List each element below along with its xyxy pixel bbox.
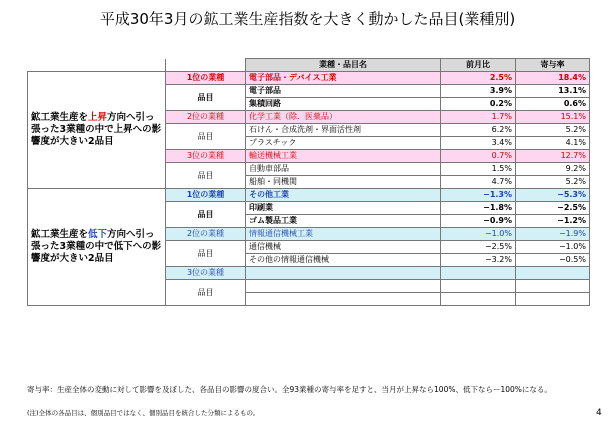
table-row: 2位の業種 情報通信機械工業 −1.0% −1.9% xyxy=(28,228,590,241)
footnote-note: (注)全体の各品目は、個別品目ではなく、個別品目を統合した分類によるもの。 xyxy=(27,409,260,417)
table-row: 品目 石けん・合成洗剤・界面活性剤 6.2% 5.2% xyxy=(28,124,590,137)
table-row: 品目 自動車部品 1.5% 9.2% xyxy=(28,163,590,176)
table-row: ゴム製品工業 −0.9% −1.2% xyxy=(28,215,590,228)
table-row: 品目 印刷業 −1.8% −2.5% xyxy=(28,202,590,215)
table-row: 2位の業種 化学工業（除．医薬品） 1.7% 15.1% xyxy=(28,111,590,124)
header-name: 業種・品目名 xyxy=(246,59,441,72)
table-row: プラスチック 3.4% 4.1% xyxy=(28,137,590,150)
header-mom: 前月比 xyxy=(441,59,516,72)
table-row: 3位の業種 xyxy=(28,267,590,280)
table-row: 鉱工業生産を低下方向へ引っ張った3業種の中で低下への影響度が大きい2品目 1位の業種 その他工業 −1.3% −5.3% xyxy=(28,189,590,202)
table-row: 品目 通信機械 −2.5% −1.0% xyxy=(28,241,590,254)
table-row: 3位の業種 輸送機械工業 0.7% 12.7% xyxy=(28,150,590,163)
header-contrib: 寄与率 xyxy=(516,59,590,72)
page-number: 4 xyxy=(596,408,602,418)
table-row: 品目 xyxy=(28,280,590,293)
table-row: その他の情報通信機械 −3.2% −0.5% xyxy=(28,254,590,267)
table-row: 鉱工業生産を上昇方向へ引っ張った3業種の中で上昇への影響度が大きい2品目 1位の業種 電子部品・デバイス工業 2.5% 18.4% xyxy=(28,72,590,85)
production-table xyxy=(27,58,590,306)
page-title: 平成30年3月の鉱工業生産指数を大きく動かした品目(業種別) xyxy=(99,10,516,28)
table-row: 集積回路 0.2% 0.6% xyxy=(28,98,590,111)
table-row: 船舶・同機関 4.7% 5.2% xyxy=(28,176,590,189)
header-row xyxy=(28,59,590,72)
table-row: 品目 電子部品 3.9% 13.1% xyxy=(28,85,590,98)
down-label: 鉱工業生産を低下方向へ引っ張った3業種の中で低下への影響度が大きい2品目 xyxy=(28,189,166,306)
up-label: 鉱工業生産を上昇方向へ引っ張った3業種の中で上昇への影響度が大きい2品目 xyxy=(28,72,166,189)
footnote-contribution: 寄与率：生産全体の変動に対して影響を及ぼした、各品目の影響の度合い。全93業種の寄与率を足すと、当月が上昇なら100%、低下ならー100%になる。 xyxy=(27,385,552,394)
